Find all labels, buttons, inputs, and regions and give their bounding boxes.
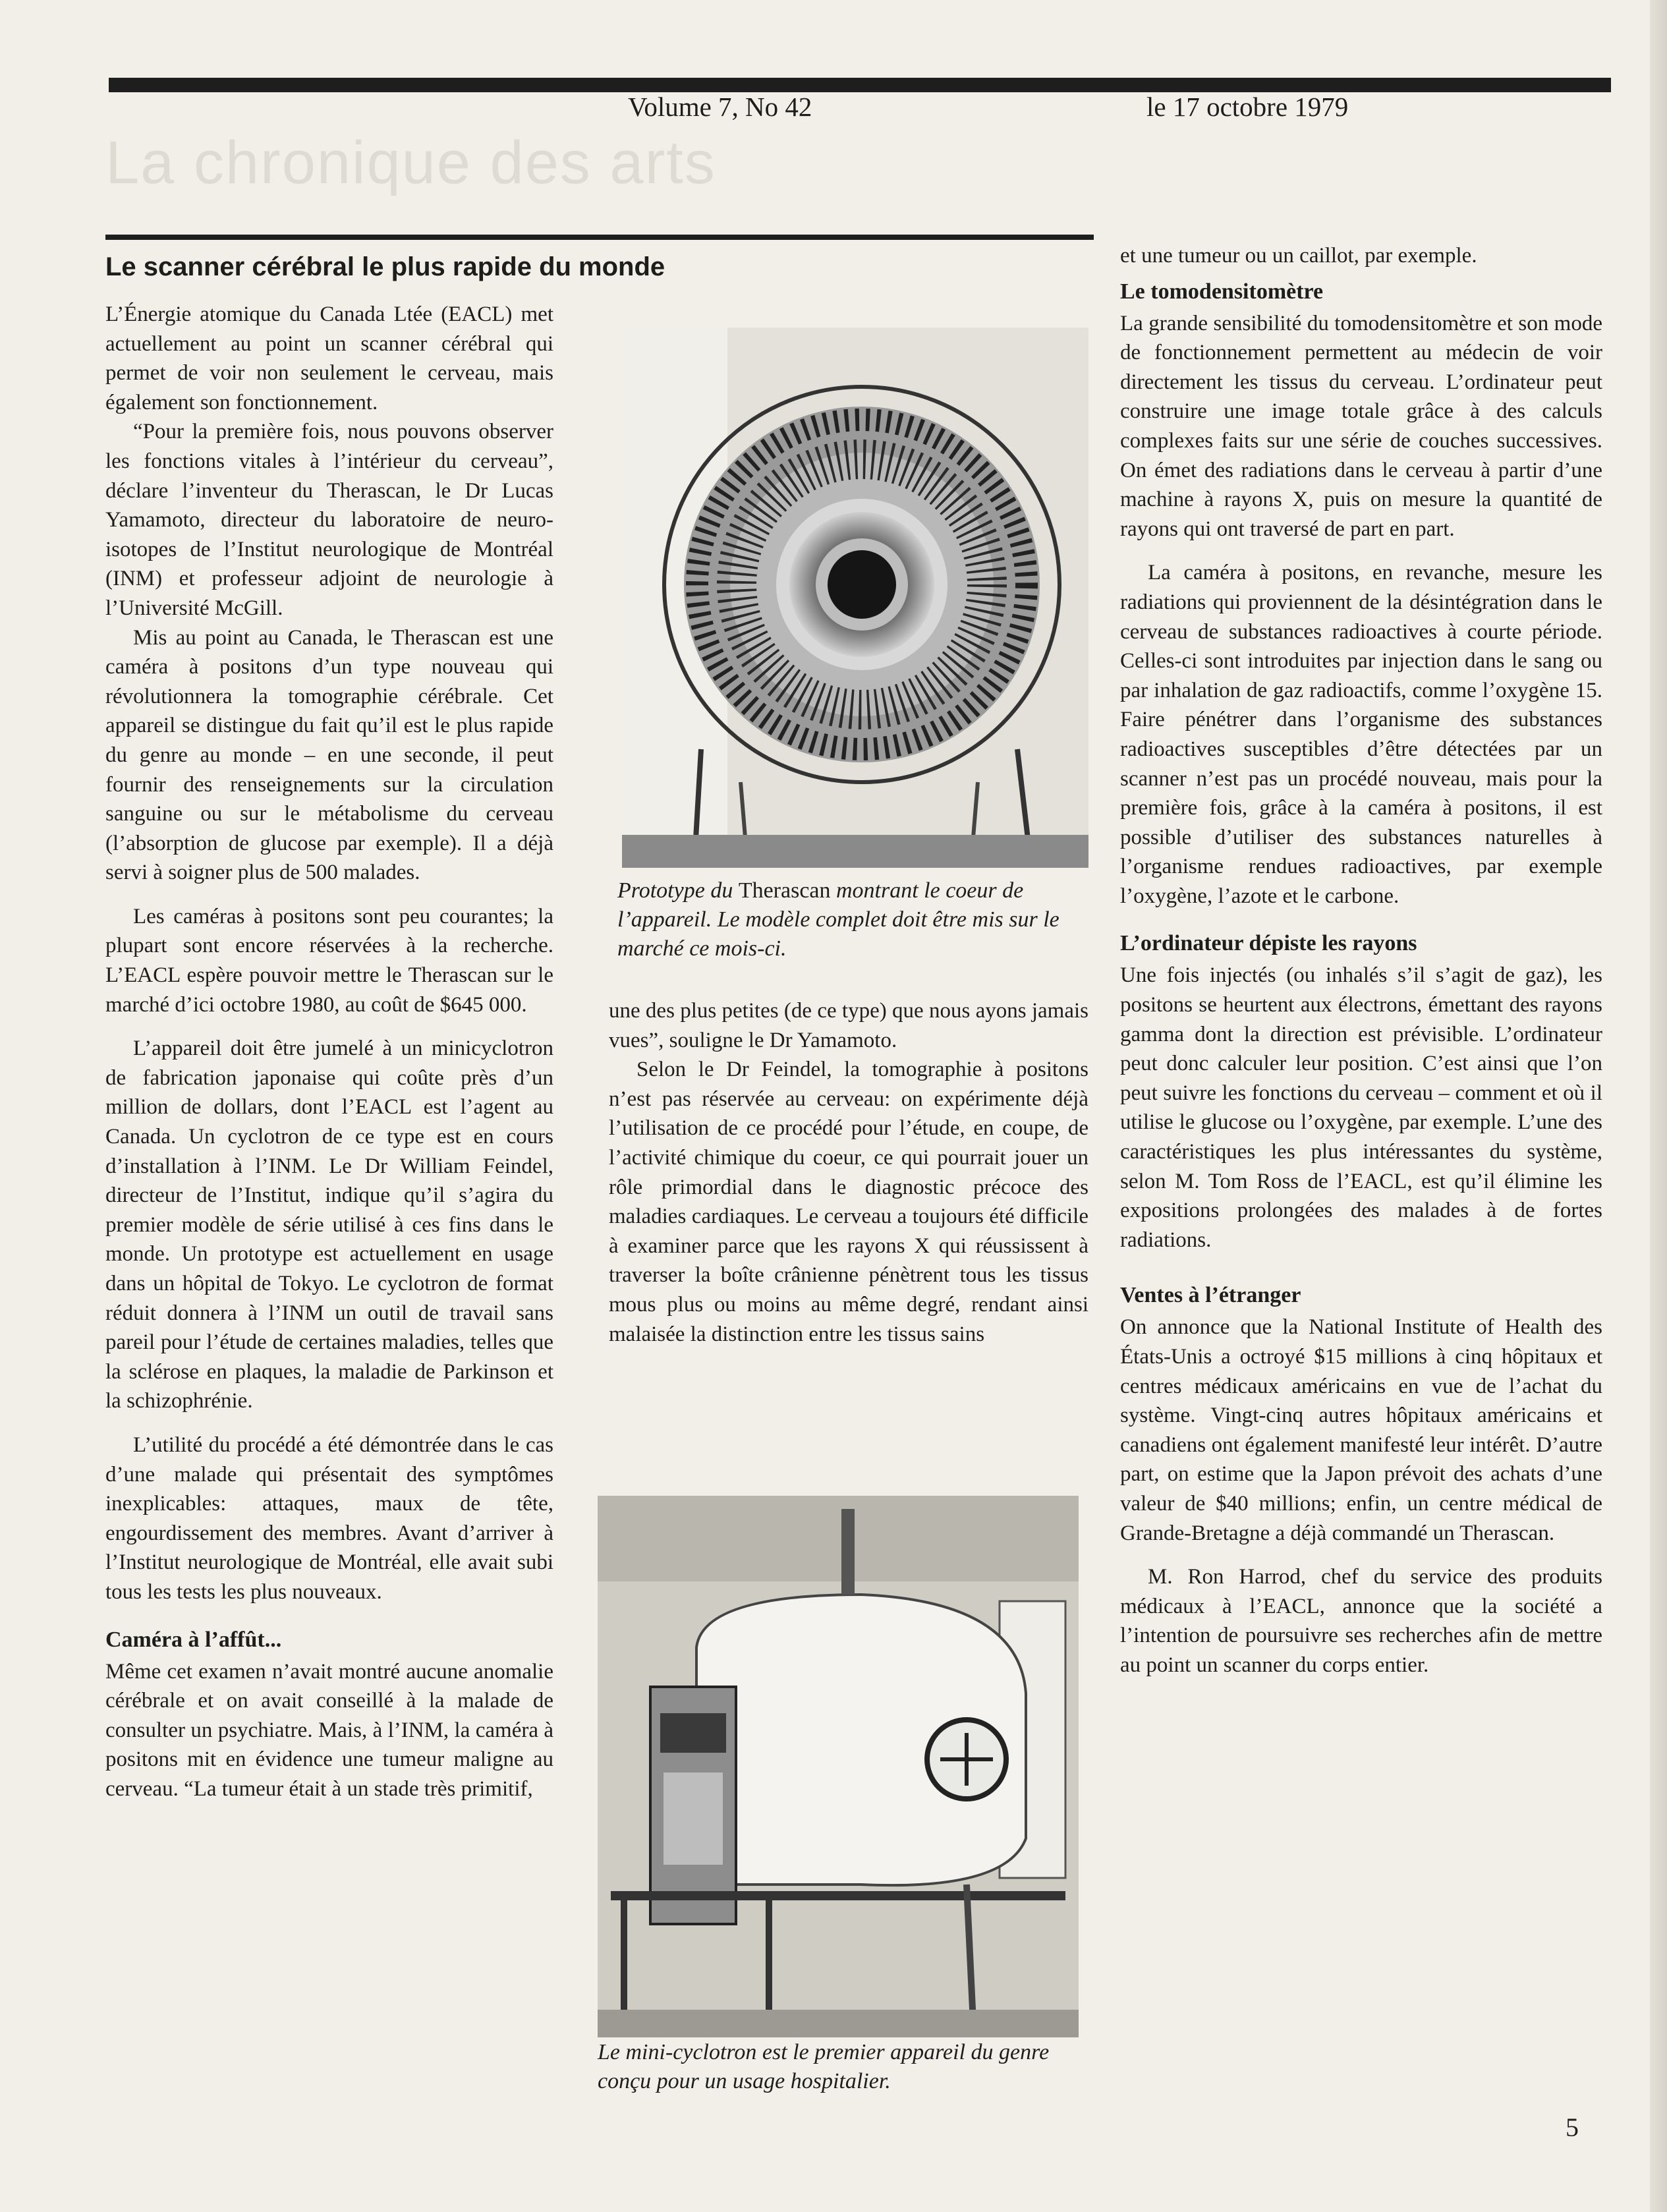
section-heading: Ventes à l’étranger (1120, 1283, 1301, 1308)
paragraph: une des plus petites (de ce type) que nous ayons jamais vues”, souligne le Dr Yamamoto. (609, 999, 1088, 1052)
show-through-title: La chronique des arts (105, 129, 716, 196)
cyclotron-photo (598, 1496, 1079, 2037)
page-number: 5 (1566, 2113, 1579, 2142)
binding-edge (1650, 0, 1667, 2212)
paragraph: M. Ron Harrod, chef du service des produits médicaux à l’EACL, annonce que la société a l’intention de poursuivre ses recherches afin de mettre au point un scanner du corps entier. (1120, 1565, 1602, 1677)
paragraph: Une fois injectés (ou inhalés s’il s’agit de gaz), les positons se heurtent aux électrons, émettant des rayons gamma dont la direction est prévisible. L’ordinateur peut donc calculer leur position. C’est ainsi que l’on peut suivre les fonctions du cerveau – comment et où il utilise le glucose ou l’oxygène, par exemple. L’une des caractéristiques les plus intéressantes du système, selon M. Tom Ross de l’EACL, est qu’il élimine les expositions prolongées des malades à de fortes radiations. (1120, 963, 1602, 1252)
section-heading: Caméra à l’affût... (105, 1627, 282, 1652)
paragraph: Mis au point au Canada, le Therascan est une caméra à positons d’un type nouveau qui révolutionnera la tomographie cérébrale. Cet appareil se distingue du fait qu’il est le plus rapide du genre au monde – en une seconde, il peut fournir des renseignements sur la circulation sanguine ou sur le métabolisme du cerveau (l’absorption de glucose par exemple). Il a déjà servi à soigner plus de 500 malades. (105, 625, 553, 885)
article-column-3 (1120, 241, 1602, 1680)
paragraph: L’appareil doit être jumelé à un minicyclotron de fabrication japonaise qui coûte près d’un million de dollars, dont l’EACL est l’agent au Canada. Un cyclotron de ce type est en cours d’installation à l’INM. Le Dr William Feindel, directeur de l’Institut, indique qu’il s’agira du premier modèle de série utilisé à ces fins dans le monde. Un prototype est actuellement en usage dans un hôpital de Tokyo. Le cyclotron de format réduit donnera à l’INM un outil de travail sans pareil pour l’étude de certaines maladies, telles que la sclérose en plaques, la maladie de Parkinson et la schizophrénie. (105, 1036, 553, 1413)
article-title: Le scanner cérébral le plus rapide du monde (105, 252, 665, 281)
issue-date: le 17 octobre 1979 (1146, 92, 1349, 122)
therascan-caption: Prototype du Therascan montrant le coeur de l’appareil. Le modèle complet doit être mis sur le marché ce mois-ci. (617, 878, 1060, 961)
cyclotron-caption: Le mini-cyclotron est le premier appareil du genre conçu pour un usage hospitalier. (598, 2040, 1050, 2093)
paragraph: “Pour la première fois, nous pouvons observer les fonctions vitales à l’intérieur du cerveau”, déclare l’inventeur du Therascan, le Dr Lucas Yamamoto, directeur du laboratoire de neuro-isotopes de l’Institut neurologique de Montréal (INM) et professeur adjoint de neurologie à l’Université McGill. (105, 420, 553, 620)
paragraph: La caméra à positons, en revanche, mesure les radiations qui proviennent de la désintégration dans le cerveau de substances radioactives à courte période. Celles-ci sont introduites par injection dans le sang ou par inhalation de gaz radioactifs, comme l’oxygène 15. Faire pénétrer dans l’organisme des substances radioactives susceptibles d’être détectées par un scanner n’est pas un procédé nouveau, mais pour la première fois, grâce à la caméra à positons, il est possible d’utiliser des substances naturelles à l’organisme rendues radioactives, par exemple l’oxygène, l’azote et le carbone. (1120, 561, 1602, 908)
paragraph: L’utilité du procédé a été démontrée dans le cas d’une malade qui présentait des symptômes inexplicables: attaques, maux de tête, engourdissement des membres. Avant d’arriver à l’Institut neurologique de Montréal, elle avait subi tous les tests les plus nouveaux. (105, 1432, 553, 1604)
article-column-1 (105, 300, 553, 1804)
paragraph: et une tumeur ou un caillot, par exemple. (1120, 244, 1477, 268)
paragraph: L’Énergie atomique du Canada Ltée (EACL) met actuellement au point un scanner cérébral qui permet de voir non seulement le cerveau, mais également son fonctionnement. (105, 302, 553, 414)
paragraph: Selon le Dr Feindel, la tomographie à positons n’est pas réservée au cerveau: on expérimente déjà l’utilisation de ce procédé pour l’étude, en coupe, de l’activité chimique du coeur, ce qui pourrait jouer un rôle primordial dans le diagnostic précoce des maladies cardiaques. Le cerveau a toujours été difficile à examiner parce que les rayons X qui réussissent à traverser la boîte crânienne pénètrent tous les tissus mous plus ou moins au même degré, rendant ainsi malaisée la distinction entre les tissus sains (609, 1058, 1088, 1346)
masthead-rule (109, 78, 1611, 92)
article-column-2 (609, 996, 1088, 1349)
paragraph: La grande sensibilité du tomodensitomètre et son mode de fonctionnement permettent au médecin de voir directement les tissus du cerveau. L’ordinateur peut construire une image totale grâce à des calculs complexes faits sur une série de couches successives. On émet des radiations dans le cerveau à partir d’une machine à rayons X, puis on mesure la quantité de rayons qui ont traversé de part en part. (1120, 311, 1602, 541)
therascan-photo (622, 327, 1088, 868)
paragraph: On annonce que la National Institute of Health des États-Unis a octroyé $15 millions à cinq hôpitaux et centres médicaux américains en vue de l’achat du système. Vingt-cinq autres hôpitaux américains et canadiens ont également manifesté leur intérêt. D’autre part, on estime que la Japon prévoit des achats d’une valeur de $40 millions; enfin, un centre médical de Grande-Bretagne a déjà commandé un Therascan. (1120, 1315, 1602, 1545)
paragraph: Même cet examen n’avait montré aucune anomalie cérébrale et on avait conseillé à la malade de consulter un psychiatre. Mais, à l’INM, la caméra à positons mit en évidence une tumeur maligne au cerveau. “La tumeur était à un stade très primitif, (105, 1659, 553, 1801)
issue-volume: Volume 7, No 42 (628, 92, 812, 122)
headline-rule (105, 235, 1094, 240)
section-heading: L’ordinateur dépiste les rayons (1120, 931, 1417, 956)
section-heading: Le tomodensitomètre (1120, 279, 1324, 304)
paragraph: Les caméras à positons sont peu courantes; la plupart sont encore réservées à la recherche. L’EACL espère pouvoir mettre le Therascan sur le marché d’ici octobre 1980, au coût de $645 000. (105, 904, 553, 1017)
